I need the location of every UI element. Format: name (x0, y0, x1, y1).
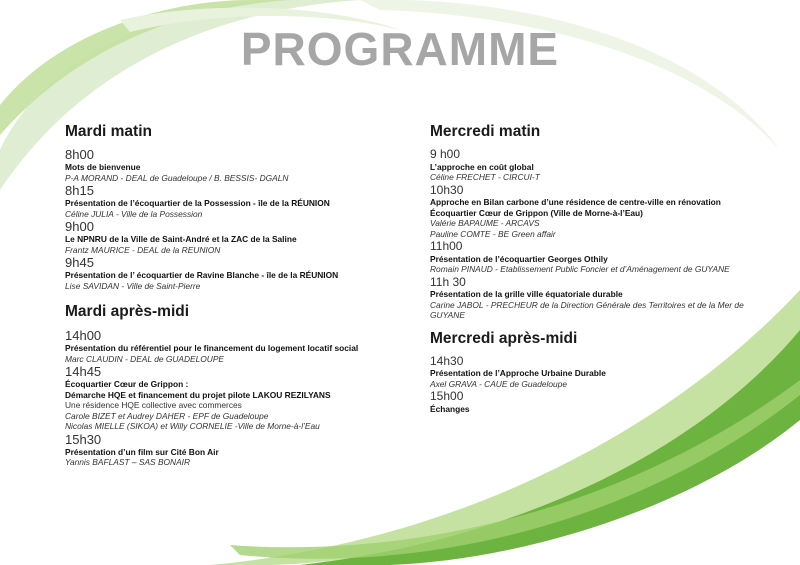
session-speaker: Yannis BAFLAST – SAS BONAIR (65, 457, 191, 467)
page-title: PROGRAMME (240, 23, 560, 75)
session-title: Présentation de l’écoquartier de la Possession - île de la RÉUNION (65, 198, 330, 208)
session-speaker: Frantz MAURICE - DEAL de la REUNION (65, 244, 221, 255)
session-item (65, 432, 405, 468)
session-item (65, 183, 405, 219)
session-item (65, 219, 405, 255)
session-item (65, 364, 405, 432)
session-title: Présentation du référentiel pour le financement du logement locatif social (65, 343, 359, 353)
session-time: 11h 30 (430, 274, 466, 289)
heading-tuesday-afternoon: Mardi après-midi (65, 303, 190, 320)
session-title: Présentation de l’Approche Urbaine Durable (430, 368, 606, 378)
session-item (430, 389, 775, 414)
session-title: Présentation de la grille ville équatoriale durable (430, 289, 623, 299)
session-time: 14h00 (65, 328, 102, 343)
session-item (430, 147, 775, 183)
session-title: Écoquartier Cœur de Grippon (Ville de Morne-à-l’Eau) (430, 207, 643, 218)
session-time: 10h30 (430, 182, 464, 197)
session-item (430, 354, 775, 390)
session-time: 9h45 (65, 255, 94, 270)
right-column (430, 122, 775, 414)
session-subtitle: Une résidence HQE collective avec commerces (65, 400, 242, 410)
session-time: 8h15 (65, 183, 94, 198)
session-speaker: Pauline COMTE - BE Green affair (430, 228, 556, 239)
session-item (65, 147, 405, 183)
session-item (430, 183, 775, 240)
heading-wednesday-morning: Mercredi matin (430, 123, 541, 140)
session-title: L’approche en coût global (430, 161, 534, 172)
session-title: Échanges (430, 403, 470, 414)
session-title: Écoquartier Cœur de Grippon : (65, 379, 189, 389)
session-item (430, 275, 775, 321)
session-speaker: Carine JABOL - PRECHEUR de la Direction Générale des Territoires et de la Mer de GUYANE (430, 299, 744, 320)
session-speaker: Nicolas MIELLE (SIKOA) et Willy CORNELIE -Ville de Morne-à-l’Eau (65, 421, 320, 431)
session-item (65, 255, 405, 291)
session-speaker: P-A MORAND - DEAL de Guadeloupe / B. BESSIS- DGALN (65, 172, 289, 183)
session-time: 15h30 (65, 431, 102, 447)
session-title: Présentation de l’écoquartier Georges Othily (430, 253, 608, 264)
session-speaker: Céline JULIA - Ville de la Possession (65, 208, 203, 219)
session-title: Le NPNRU de la Ville de Saint-André et la ZAC de la Saline (65, 234, 297, 244)
session-speaker: Lise SAVIDAN - Ville de Saint-Pierre (65, 280, 201, 291)
session-time: 15h00 (430, 389, 464, 403)
left-column (65, 122, 405, 468)
session-title: Démarche HQE et financement du projet pilote LAKOU REZILYANS (65, 389, 331, 400)
session-speaker: Valérie BAPAUME - ARCAVS (430, 218, 540, 228)
session-item (65, 328, 405, 364)
session-time: 9h00 (65, 219, 94, 234)
session-title: Approche en Bilan carbone d’une résidence de centre-ville en rénovation (430, 197, 721, 207)
session-speaker: Axel GRAVA - CAUE de Guadeloupe (430, 378, 568, 389)
session-speaker: Céline FRECHET - CIRCUI-T (430, 172, 540, 182)
session-speaker: Carole BIZET et Audrey DAHER - EPF de Guadeloupe (65, 410, 269, 421)
session-title: Présentation de l’ écoquartier de Ravine Blanche - île de la RÉUNION (65, 270, 339, 280)
session-item (430, 239, 775, 275)
session-time: 14h30 (430, 353, 464, 368)
session-title: Présentation d’un film sur Cité Bon Air (65, 446, 219, 457)
session-title: Mots de bienvenue (65, 162, 141, 172)
session-speaker: Marc CLAUDIN - DEAL de GUADELOUPE (65, 353, 225, 364)
session-speaker: Romain PINAUD - Etablissement Public Foncier et d’Aménagement de GUYANE (430, 264, 730, 274)
session-time: 14h45 (65, 364, 102, 379)
session-time: 9 h00 (430, 147, 461, 161)
heading-tuesday-morning: Mardi matin (65, 123, 152, 140)
session-time: 8h00 (65, 147, 94, 162)
session-time: 11h00 (430, 239, 463, 253)
heading-wednesday-afternoon: Mercredi après-midi (430, 329, 578, 347)
